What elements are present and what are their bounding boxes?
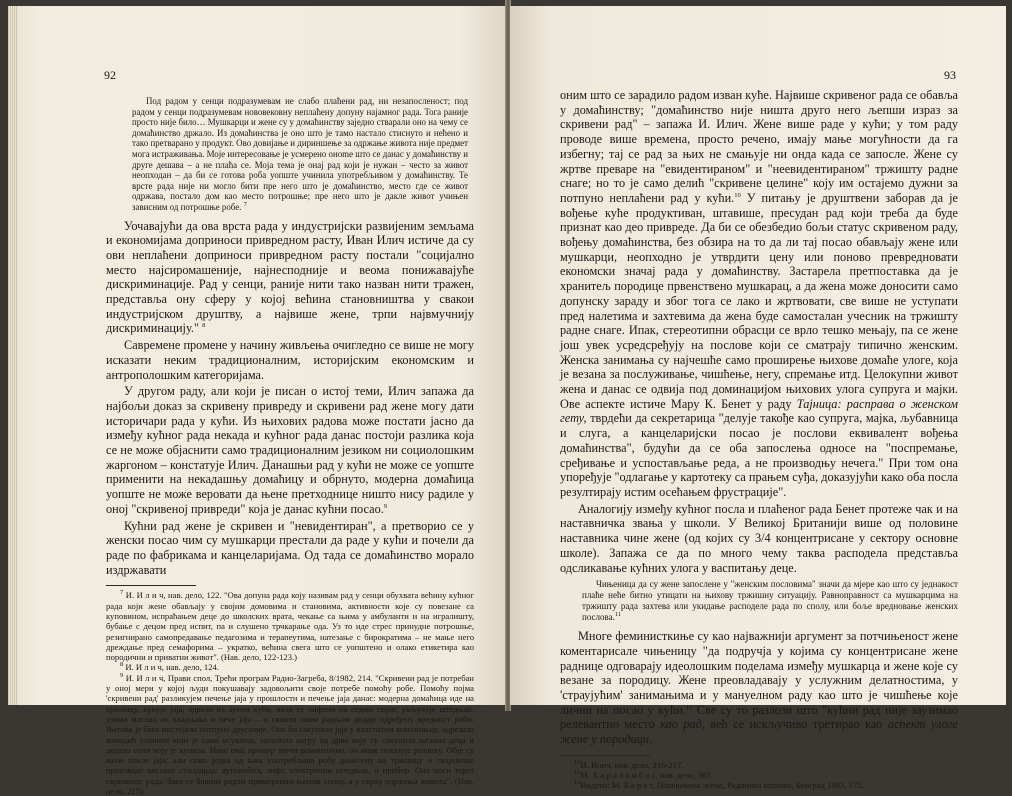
footnote-number: 12 bbox=[574, 779, 581, 787]
footnote-ref: 7 bbox=[243, 200, 247, 208]
footnote-text: Радничка штампа, Београд 1983, 175. bbox=[727, 780, 864, 791]
body-paragraph bbox=[106, 219, 474, 337]
left-page bbox=[8, 6, 508, 796]
footnote-ref: 9 bbox=[383, 502, 388, 510]
footnote bbox=[106, 590, 474, 662]
paragraph-text: Све су то разлози што "кућни рад није заузимао релевантно место bbox=[560, 702, 958, 732]
footnote-text: М. Х а р а л а м б о с, нав. дело, 367. bbox=[580, 770, 713, 781]
block-quote bbox=[582, 579, 958, 623]
footnote bbox=[106, 673, 474, 796]
paragraph-text: Уочавајући да ова врста рада у индустријски развијеним земљама и економијама доприноси привредном расту, Иван Илич истиче да су ови неплаћени доприноси привредном расту постали "социјално место наjсиромашеније, најнесподније и веома понижавајуће дискриминације. Рад у сенци, раније нити тако назван нити тражен, представља ону сферу у којој већина становништва у свакои индустријском друштву, а највише жене, трпи највмучнију дискриминацију." bbox=[106, 218, 474, 336]
body-paragraph bbox=[106, 338, 474, 382]
paragraph-text: Савремене промене у начину живљења очигледно се више не могу исказати неким традиционалним, историјским економским и антрополошким категоријама. bbox=[106, 338, 474, 382]
footnote-ref: 12 bbox=[685, 703, 693, 711]
footnote-text: И. Илич, нав. дело, 216-217. bbox=[580, 759, 684, 770]
footnote-divider bbox=[560, 755, 650, 756]
paragraph-text: Многе феминисткиње су као најважнији аргумент за потчињеност жене коментарисале чињеницу "да подручја у којима су концентрисане жене раднице одговарају идеолошким поделама између мушкарца и жене које су везане за породицу. Жене преовладавају у услужним делатностима, у 'страујућим' занимањима и у мануелном раду као што је чишћење које лични на посао у кући. bbox=[560, 629, 958, 717]
footnote-number: 8 bbox=[120, 661, 124, 669]
page-edge bbox=[8, 6, 18, 705]
page-number: 92 bbox=[104, 68, 116, 82]
body-paragraph bbox=[106, 519, 474, 578]
block-quote-text: Чињеница да су жене запослене у "женским пословима" значи да мјере као што су једнакост плаће неће битно утицати на њихову тржишну ситуацију. Равноправност са мушкарцима на тржишту рада захтева или укидање расподеле рада по сполу, или боље вредновање женских послова. bbox=[582, 579, 958, 623]
footnote-text: И. И л и ч, нав. дело, 124. bbox=[125, 662, 219, 673]
paragraph-text: већ се искључиво третирао као bbox=[710, 717, 883, 732]
paragraph-text: У другом раду, али који је писан о истој теми, Илич запажа да најбољи доказ за скривену привреду и скривени рад жене могу дати историчари рада у кући. Из њихових радова може постати јасно да између кућног рада некада и кућног рада данас постоји разлика која се не може објаснити само традиционалним језиком ни социолошким жаргоном – констатује Илич. Данашњи рад у кући не може се уопште применити на некадашњу домаћицу и обрнуто, модерна домаћица уопште не може веровати да њене претходнице ништо нису радиле у оној "скривеној привреди" која је данас кућни посао. bbox=[106, 384, 474, 516]
footnote-number: 10 bbox=[574, 758, 581, 766]
italic-title: Потчињена жена, bbox=[656, 780, 725, 791]
footnote-ref: 8 bbox=[202, 322, 206, 330]
block-quote bbox=[132, 96, 468, 213]
footnote-text: И. И л и ч, нав. дело, 122. "Ова допуна рада коју називам рад у сенци обухвата већину кућног рада који жене обављају у својим домовима и становима, активности које су повезане са куповином, испраћањем деце до школских врата, чекање са њима у амбуланти и на игралишту, бубање с децом пред испит, па и слушено трчкарање ода. Уз то иде стрес принудне потрошње, резигнирано самопредавање педагозима и терапеутима, натезање с бирократима – не мање него дреждање пред семафорима – укратко, већина свега што се уопштено и олако етикетира као породични и приватни живот". (Нав. дело, 122-123.) bbox=[106, 590, 474, 663]
footnote-number: 9 bbox=[120, 671, 124, 679]
footnote-ref: 11 bbox=[614, 611, 622, 619]
footnote-text: И. И л и ч, Прави спол, Трећи програм Радио-Загреба, 8/1982, 214. "Скривени рад је потребан у оној мери у којој људи покушавају задовољити своје потребе помоћу робе. Помоћу појма 'скривени рад' разликујем печење јаја у прошлости и печење јаја данас: модерна домаћица иде на тржницу, купује јаја, одвози их аутом кући, вози се лифтом на седми спрат, укључује штедњак, узима маслац из хладњака и пече јаја – и сваком овом радњом додаје одређену вредност роби. Његова је бака постојала потпуно другачије. Она би сакупила јаја у властитом кокошињцу, одрезала комадић сланине који је сама осушила, запалила ватру од дрва коју су сакупила њезина деца и додала соли коју је купила. Иако овај пример звучи романтично, он ипак показује разлику. Обје су жене пекле јаја; али само једна од њих употребљава робу донесену на тржницу и творничке производе високог стандарда: аутомобил, лифт, електрични штедњак, и прибор. Она носи терет скривеног рада; бака се бавила радом примереним њеном сполу, а у сврху одржања живота". (Нав. дело, 215). bbox=[106, 672, 474, 796]
block-quote-text: Под радом у сенци подразумевам не слабо плаћени рад, ни незапосленост; под радом у сенци подразумевам нововековну неплаћену допуну најамног рада. Тога раније просто није било… Мушкарци и жене су у домаћинству заједно стварали оно на чему се домаћинство држало. Из домаћинства је оно што је тамо настало стиснуто и нећено и тако претварано у продукт. Ово довијање и дириншење за одржање живота није предмет мога истраживања. Моје интересовање је усмерено онome што се данас у домаћинству и друге дешава – а не плаћа се. Моја тема је онај рад који је нужан – често за живот неопходан – да би се готова роба уопште учинила употребљивом у домаћинству. Те врсте рада није ни могло бити пре него што је домаћинство, место где се живот одржава, постало дом као место потрошње; пре него што је дакле живот учињен зависним од потрошње робе. bbox=[132, 96, 468, 212]
footnote bbox=[560, 770, 958, 780]
footnote-number: 7 bbox=[120, 589, 124, 597]
footnote-divider bbox=[106, 585, 196, 586]
italic-phrase: аспект улоге жене у породици, bbox=[560, 717, 958, 747]
paragraph-text: Аналогију између кућног посла и плаћеног рада Бенет протеже чак и на наставничка звања у школи. У Великој Британији више од половине наставника чине жене (од којих су 3/4 концентрисане у сектору основне школе). Запажа се да по много чему таква расподела представља одсликавање кућних улога у васпитању деце. bbox=[560, 501, 958, 575]
body-paragraph bbox=[560, 502, 958, 576]
body-paragraph bbox=[560, 88, 958, 500]
paragraph-text: Кућни рад жене је скривен и "невидентиран", а претворио се у женски посао чим су мушкарци престали да раде у кући и почели да раде по фабрикама и канцеларијама. Од тада се домаћинство морало издржавати bbox=[106, 518, 474, 577]
page-number: 93 bbox=[944, 68, 956, 82]
paragraph-text: У питању је друштвени заборав да је вођење куће продуктиван, штавише, пресудан рад који треба да буде признат као део привреде. Да би се обезбедио бољи статус скривеном раду, вођењу домаћинства, без обзира на то да ли тај посао обављају жене или мушкарци, неопходно је утврдити цену или поново превредновати економски значај рада у домаћинству. Застарела претпоставка да је хранитељ породице првенствено мушкарац, а да жена може доносити само допунску зараду и због тога се лако и жртвовати, све више не уступати пред налетима и захтевима да жена буде самосталан учесник на тржишту радне снаге. Ипак, стереотипни обрасци се врло тешко мењају, па се жене још увек усредсређују на послове који се сматрају типично женским. Женска занимања су најчешће само проширење њихове домаће улоге, која је везана за послуживање, чишћење, негу, спремање итд. Целокупни живот жена и данас се одвија под доминацијом њихових улога супруга и мајки. Ове аспекте истиче Мару К. Бенет у раду bbox=[560, 190, 958, 411]
footnote-ref: 10 bbox=[734, 191, 741, 199]
footnote bbox=[560, 780, 958, 790]
footnote-number: 11 bbox=[574, 769, 581, 777]
footnote bbox=[560, 760, 958, 770]
italic-phrase: као рад, bbox=[660, 717, 705, 732]
body-paragraph bbox=[560, 629, 958, 747]
footnote-text: Видети: М. Б а р е т, bbox=[580, 780, 655, 791]
italic-title: Тајница: расправа о женском гету, bbox=[560, 396, 958, 426]
body-paragraph bbox=[106, 384, 474, 516]
paragraph-text: оним што се зарадило радом изван куће. Највише скривеног рада се обавља у домаћинству; "домаћинство није ништа друго него љепши израз за скривени рад" – запажа И. Илич. Жене више раде у кући; у том раду проводе више времена, просто речено, имају мање могућности да га избегну; тај се рад за њих не смањује ни онда када се запосле. Жене су жртве преваре на "евидентираном" и "неевидентираном" тржишту радне снаге; но то је само делић "скривене целине" коју им остајемо дужни за потпуно неплаћени рад у кући. bbox=[560, 88, 958, 205]
paragraph-text: тврдећи да секретарица "делује такође као супруга, мајка, љубавница и слуга, а канцеларијски посао је послови еквивалент вођења домаћинства", будући да се оба запослења односе на "поспремање, сређивање и успостављање реда, а не производњу нечега." При том она упоређује "одлагање у картотеку са прањем суђа, доказујући како оба посла резултирају истим осећањем фрустрације". bbox=[560, 411, 958, 499]
right-page bbox=[510, 6, 1006, 791]
footnote bbox=[106, 662, 474, 672]
